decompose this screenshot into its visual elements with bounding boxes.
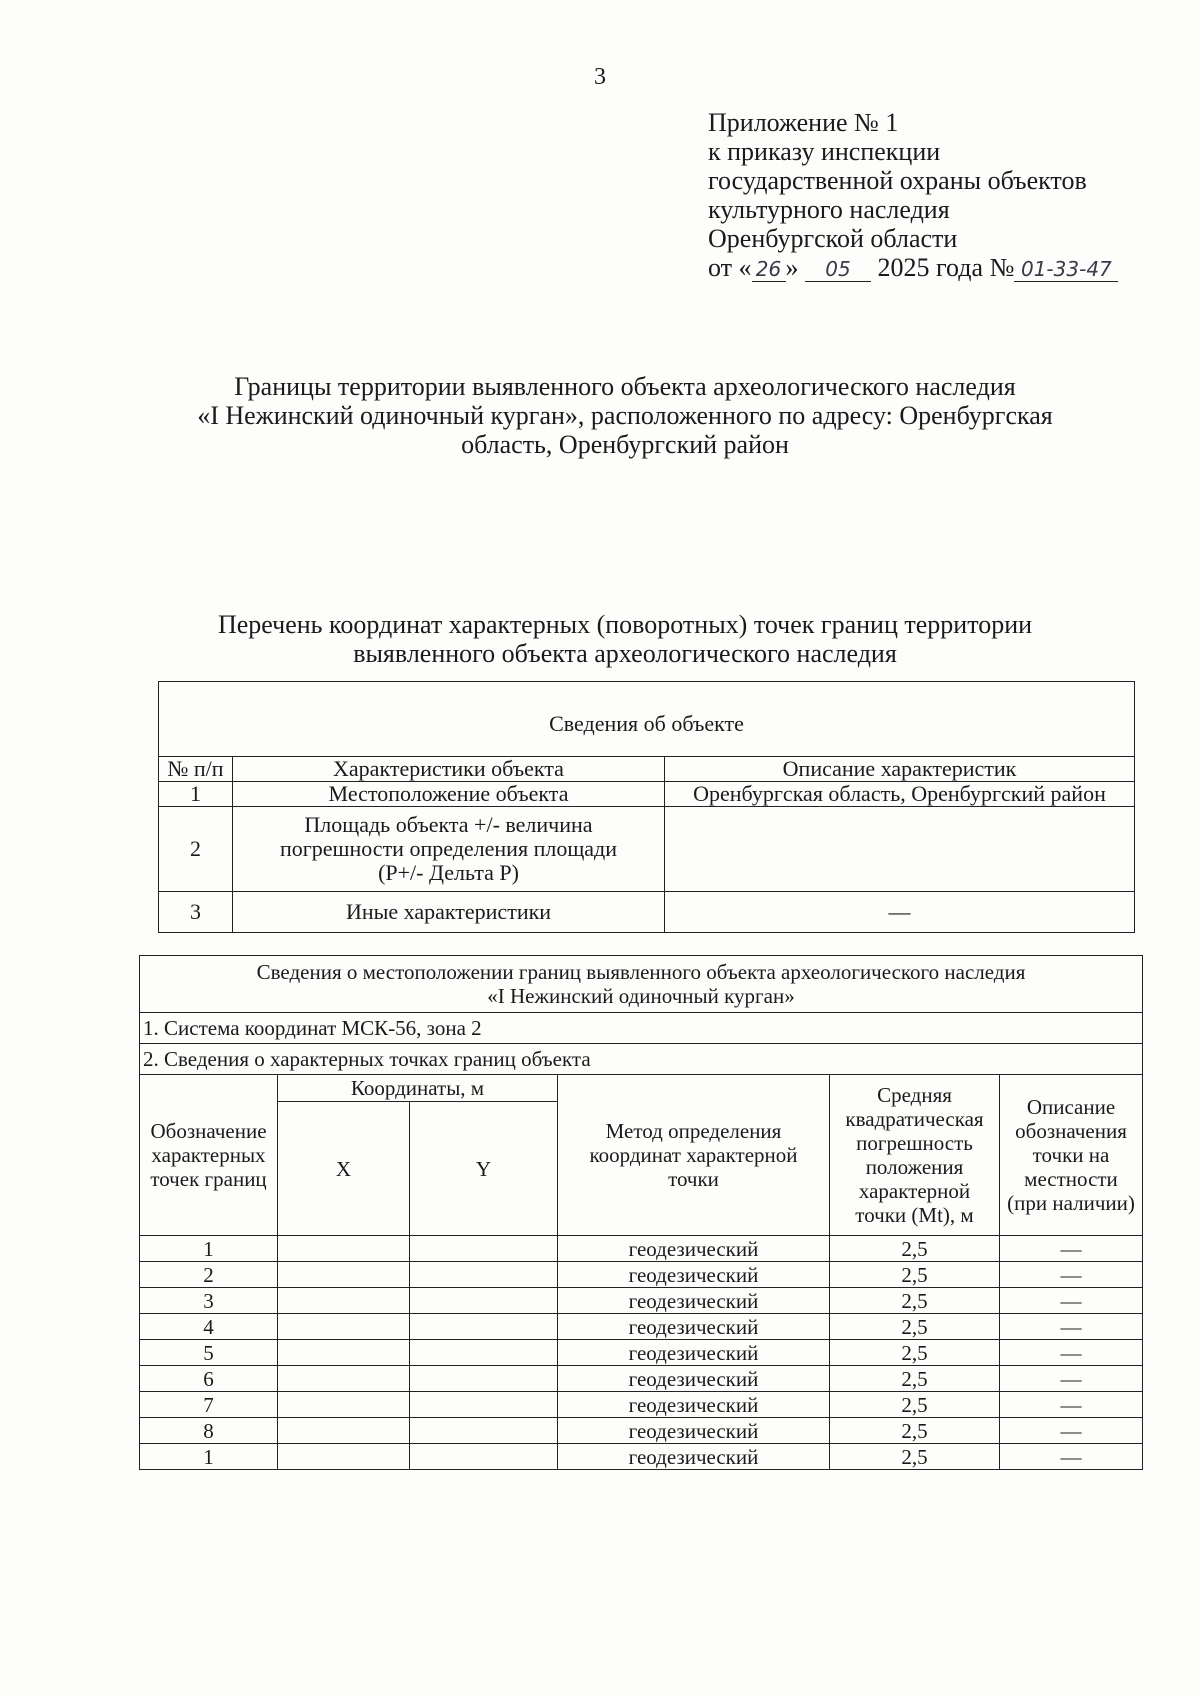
- title-line: Границы территории выявленного объекта археологического наследия: [234, 372, 1016, 401]
- order-year: 2025 года №: [877, 253, 1015, 282]
- point-id: 4: [140, 1314, 278, 1340]
- point-method: геодезический: [558, 1340, 830, 1366]
- point-id: 1: [140, 1236, 278, 1262]
- col-x: X: [278, 1102, 410, 1236]
- col-designation: Обозначение характерных точек границ: [140, 1075, 278, 1236]
- location-table-header: [140, 956, 1143, 1013]
- col-coordinates: Координаты, м: [278, 1075, 558, 1102]
- order-date-line: [708, 253, 1118, 282]
- point-x: [278, 1288, 410, 1314]
- point-x: [278, 1314, 410, 1340]
- point-error: 2,5: [830, 1340, 1000, 1366]
- point-y: [410, 1288, 558, 1314]
- order-day: 26: [752, 257, 786, 282]
- col-characteristic: Характеристики объекта: [233, 757, 665, 782]
- order-number: 01-33-47: [1014, 257, 1118, 282]
- title-line: область, Оренбургский район: [461, 430, 789, 459]
- location-header-line: «I Нежинский одиночный курган»: [487, 984, 795, 1008]
- appendix-line: Оренбургской области: [708, 224, 958, 253]
- row-description: —: [665, 892, 1135, 933]
- point-id: 1: [140, 1444, 278, 1470]
- appendix-line: к приказу инспекции: [708, 137, 941, 166]
- col-point-description: Описание обозначения точки на местности (при наличии): [1000, 1075, 1143, 1236]
- point-method: геодезический: [558, 1444, 830, 1470]
- table-row: [159, 782, 1135, 807]
- table-row: [140, 1366, 1143, 1392]
- row-num: 2: [159, 807, 233, 892]
- coordinate-system-row: 1. Система координат МСК-56, зона 2: [140, 1013, 1143, 1044]
- table-row: [140, 1444, 1143, 1470]
- object-table-header: Сведения об объекте: [159, 682, 1135, 757]
- document-title: [150, 372, 1100, 459]
- point-id: 3: [140, 1288, 278, 1314]
- point-description: —: [1000, 1314, 1143, 1340]
- point-id: 2: [140, 1262, 278, 1288]
- point-error: 2,5: [830, 1392, 1000, 1418]
- point-y: [410, 1262, 558, 1288]
- row-description: Оренбургская область, Оренбургский район: [665, 782, 1135, 807]
- point-method: геодезический: [558, 1392, 830, 1418]
- page-number: 3: [594, 64, 606, 90]
- row-characteristic: Местоположение объекта: [233, 782, 665, 807]
- point-error: 2,5: [830, 1262, 1000, 1288]
- point-x: [278, 1262, 410, 1288]
- col-y: Y: [410, 1102, 558, 1236]
- point-error: 2,5: [830, 1418, 1000, 1444]
- point-id: 7: [140, 1392, 278, 1418]
- point-method: геодезический: [558, 1314, 830, 1340]
- appendix-line: культурного наследия: [708, 195, 950, 224]
- point-y: [410, 1236, 558, 1262]
- point-id: 8: [140, 1418, 278, 1444]
- point-method: геодезический: [558, 1262, 830, 1288]
- object-info-table: [158, 681, 1135, 933]
- point-y: [410, 1340, 558, 1366]
- point-x: [278, 1444, 410, 1470]
- date-prefix: от «: [708, 253, 752, 282]
- point-error: 2,5: [830, 1288, 1000, 1314]
- row-characteristic: Иные характеристики: [233, 892, 665, 933]
- table-row: [140, 1392, 1143, 1418]
- point-description: —: [1000, 1288, 1143, 1314]
- point-x: [278, 1366, 410, 1392]
- point-y: [410, 1444, 558, 1470]
- point-error: 2,5: [830, 1366, 1000, 1392]
- point-id: 5: [140, 1340, 278, 1366]
- point-method: геодезический: [558, 1236, 830, 1262]
- appendix-line: Приложение № 1: [708, 108, 899, 137]
- appendix-block: [708, 108, 1118, 282]
- point-error: 2,5: [830, 1314, 1000, 1340]
- location-header-line: Сведения о местоположении границ выявленного объекта археологического наследия: [256, 960, 1026, 984]
- coordinates-subtitle: [150, 610, 1100, 668]
- col-num: № п/п: [159, 757, 233, 782]
- point-x: [278, 1236, 410, 1262]
- table-row: [140, 1288, 1143, 1314]
- col-error: Средняя квадратическая погрешность положения характерной точки (Mt), м: [830, 1075, 1000, 1236]
- table-row: [159, 807, 1135, 892]
- col-description: Описание характеристик: [665, 757, 1135, 782]
- point-method: геодезический: [558, 1288, 830, 1314]
- appendix-line: государственной охраны объектов: [708, 166, 1087, 195]
- point-x: [278, 1392, 410, 1418]
- point-description: —: [1000, 1444, 1143, 1470]
- point-y: [410, 1418, 558, 1444]
- point-y: [410, 1366, 558, 1392]
- row-num: 1: [159, 782, 233, 807]
- point-method: геодезический: [558, 1366, 830, 1392]
- date-mid: »: [785, 253, 799, 282]
- point-description: —: [1000, 1418, 1143, 1444]
- boundary-location-table: [139, 955, 1143, 1470]
- point-y: [410, 1314, 558, 1340]
- table-row: [140, 1236, 1143, 1262]
- point-error: 2,5: [830, 1236, 1000, 1262]
- subtitle-line: Перечень координат характерных (поворотных) точек границ территории: [217, 610, 1033, 639]
- point-id: 6: [140, 1366, 278, 1392]
- order-month: 05: [805, 257, 871, 282]
- table-row: [140, 1262, 1143, 1288]
- table-row: [140, 1418, 1143, 1444]
- table-row: [159, 892, 1135, 933]
- col-method: Метод определения координат характерной точки: [558, 1075, 830, 1236]
- row-description: [665, 807, 1135, 892]
- points-info-row: 2. Сведения о характерных точках границ объекта: [140, 1044, 1143, 1075]
- point-x: [278, 1418, 410, 1444]
- table-row: [140, 1340, 1143, 1366]
- point-description: —: [1000, 1340, 1143, 1366]
- point-method: геодезический: [558, 1418, 830, 1444]
- title-line: «I Нежинский одиночный курган», расположенного по адресу: Оренбургская: [197, 401, 1053, 430]
- point-description: —: [1000, 1366, 1143, 1392]
- point-description: —: [1000, 1262, 1143, 1288]
- point-x: [278, 1340, 410, 1366]
- point-description: —: [1000, 1236, 1143, 1262]
- point-y: [410, 1392, 558, 1418]
- row-num: 3: [159, 892, 233, 933]
- row-characteristic: Площадь объекта +/- величина погрешности определения площади (P+/- Дельта P): [233, 807, 665, 892]
- point-description: —: [1000, 1392, 1143, 1418]
- point-error: 2,5: [830, 1444, 1000, 1470]
- subtitle-line: выявленного объекта археологического наследия: [353, 639, 897, 668]
- table-row: [140, 1314, 1143, 1340]
